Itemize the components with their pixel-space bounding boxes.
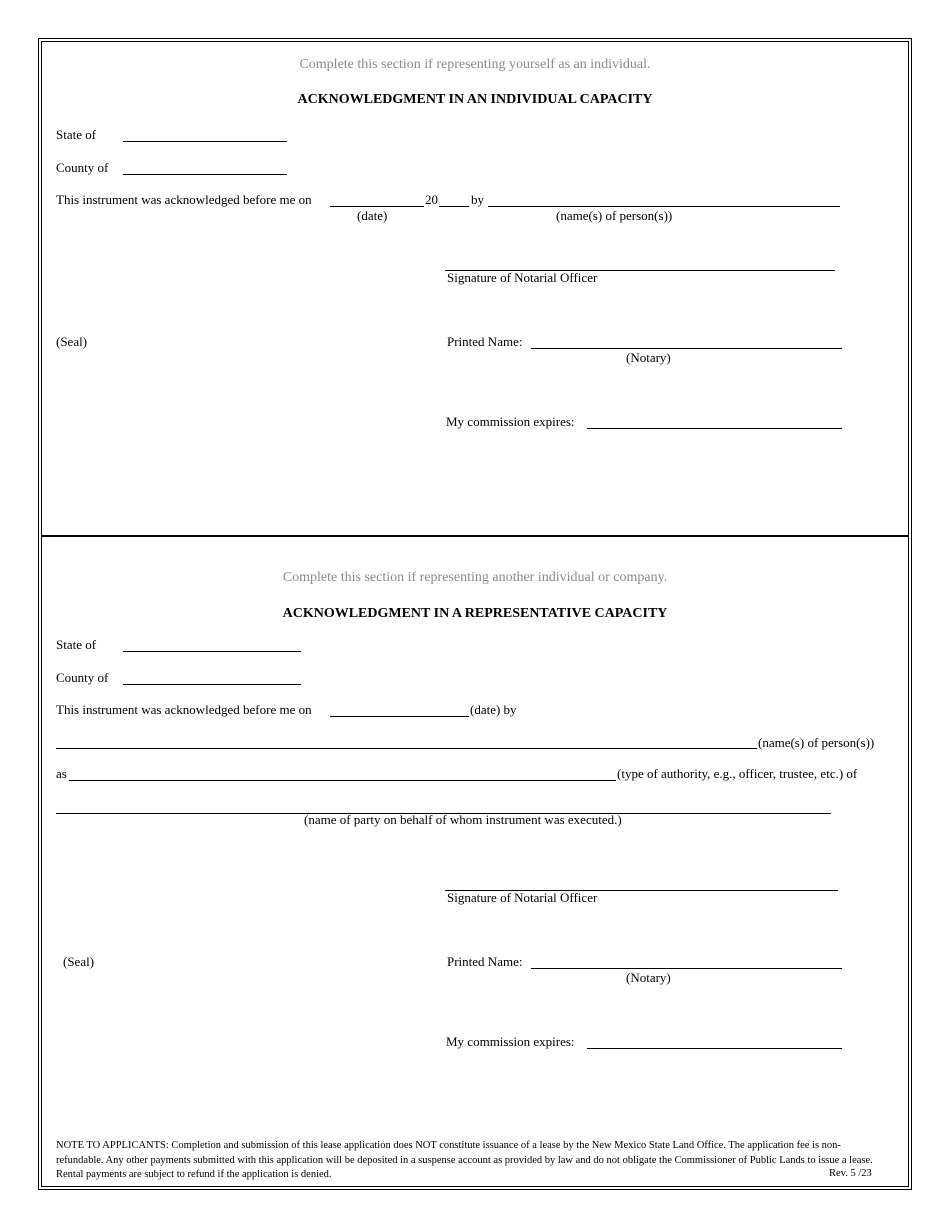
representative-notary-caption: (Notary) — [626, 970, 671, 985]
individual-year-field[interactable] — [439, 206, 469, 207]
representative-authority-caption: (type of authority, e.g., officer, trustee, etc.) of — [617, 766, 858, 781]
individual-commission-field[interactable] — [587, 428, 842, 429]
representative-authority-field[interactable] — [69, 780, 616, 781]
representative-party-caption: (name of party on behalf of whom instrument was executed.) — [304, 812, 622, 827]
representative-date-by: (date) by — [470, 702, 517, 717]
individual-county-field[interactable] — [123, 174, 287, 175]
representative-seal-label: (Seal) — [63, 954, 95, 969]
individual-date-field[interactable] — [330, 206, 424, 207]
individual-names-caption: (name(s) of person(s)) — [556, 208, 673, 223]
footer-note: NOTE TO APPLICANTS: Completion and submission of this lease application does NOT constitute issuance of a lease by the New Mexico State Land Office. The application fee is non-refundable. Any other payments submitted with this application will be deposited in a suspense account as provided by law and do not obligate the Commissioner of Public Lands to issue a lease. Rental payments are subject to refund if the application is denied. — [56, 1140, 873, 1180]
representative-names-caption: (name(s) of person(s)) — [758, 735, 875, 750]
representative-ack-text: This instrument was acknowledged before me on — [56, 702, 312, 717]
representative-names-field[interactable] — [56, 748, 757, 749]
individual-printed-name-label: Printed Name: — [447, 334, 523, 349]
individual-ack-text: This instrument was acknowledged before me on — [56, 192, 312, 207]
individual-printed-name-field[interactable] — [531, 348, 842, 349]
individual-heading: ACKNOWLEDGMENT IN AN INDIVIDUAL CAPACITY — [297, 92, 653, 107]
representative-county-label: County of — [56, 670, 109, 685]
representative-printed-name-field[interactable] — [531, 968, 842, 969]
representative-instruction: Complete this section if representing another individual or company. — [282, 570, 668, 585]
individual-state-label: State of — [56, 127, 97, 142]
individual-instruction: Complete this section if representing yourself as an individual. — [299, 57, 651, 72]
individual-by-label: by — [471, 192, 484, 207]
individual-names-field[interactable] — [488, 206, 840, 207]
individual-state-field[interactable] — [123, 141, 287, 142]
representative-heading: ACKNOWLEDGMENT IN A REPRESENTATIVE CAPACITY — [282, 606, 668, 621]
individual-signature-label: Signature of Notarial Officer — [447, 270, 598, 285]
representative-as-label: as — [56, 766, 67, 781]
individual-seal-label: (Seal) — [56, 334, 88, 349]
representative-date-field[interactable] — [330, 716, 469, 717]
revision-label: Rev. 5 /23 — [829, 1168, 872, 1179]
representative-printed-name-label: Printed Name: — [447, 954, 523, 969]
representative-state-field[interactable] — [123, 651, 301, 652]
representative-state-label: State of — [56, 637, 97, 652]
representative-signature-label: Signature of Notarial Officer — [447, 890, 598, 905]
individual-commission-label: My commission expires: — [446, 414, 575, 429]
representative-commission-label: My commission expires: — [446, 1034, 575, 1049]
representative-commission-field[interactable] — [587, 1048, 842, 1049]
individual-notary-caption: (Notary) — [626, 350, 671, 365]
individual-year-prefix: 20 — [425, 192, 438, 207]
representative-county-field[interactable] — [123, 684, 301, 685]
individual-county-label: County of — [56, 160, 109, 175]
section-divider — [41, 535, 909, 537]
individual-date-caption: (date) — [357, 208, 388, 223]
